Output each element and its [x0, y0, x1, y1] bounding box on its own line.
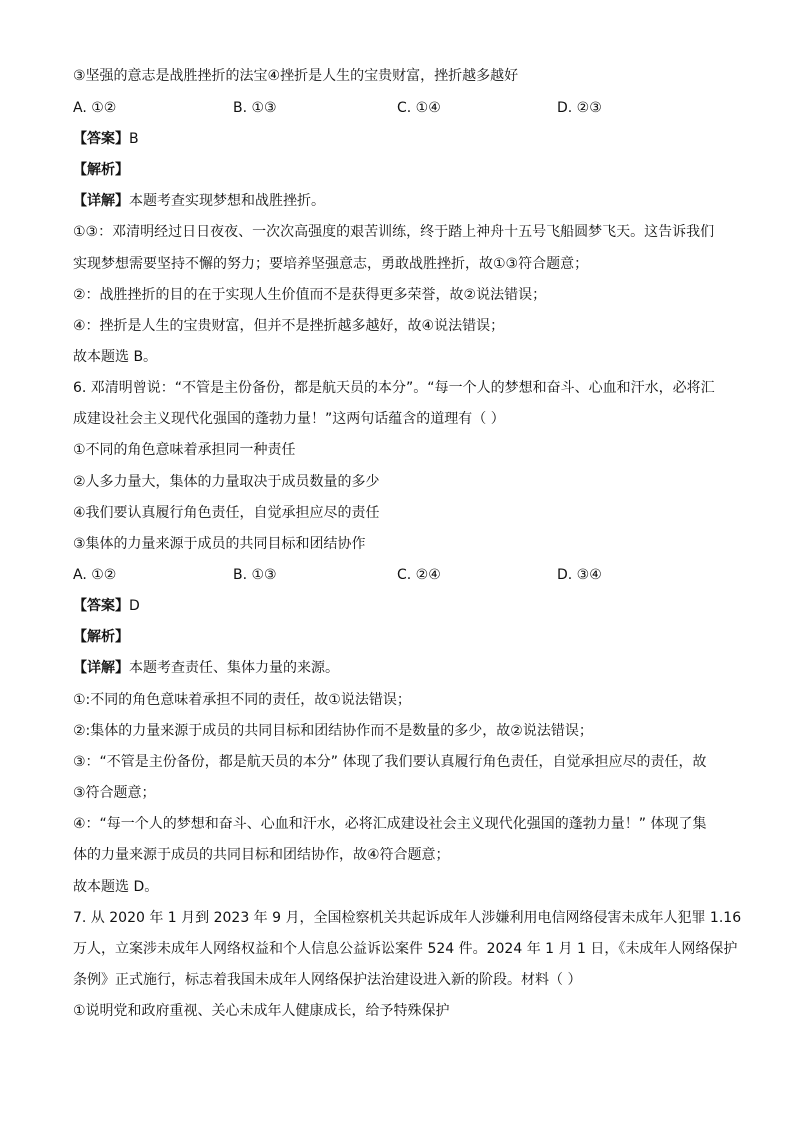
q7-stem-line: 条例》正式施行，标志着我国未成年人网络保护法治建设进入新的阶段。材料（ ）	[73, 972, 582, 988]
detail-intro: 本题考查责任、集体力量的来源。	[129, 660, 339, 676]
detail-tag: 【详解】	[73, 660, 129, 676]
q5-detail	[73, 191, 325, 211]
q6-explain-line: ③符合题意；	[73, 785, 156, 801]
q6-option-c: C. ②④	[397, 567, 441, 583]
q6-analysis-tag: 【解析】	[73, 629, 129, 645]
q6-detail	[73, 658, 339, 678]
q5-explain-line: ④：挫折是人生的宝贵财富，但并不是挫折越多越好，故④说法错误；	[73, 318, 505, 334]
q5-option-d: D. ②③	[557, 100, 602, 116]
q6-statement: ①不同的角色意味着承担同一种责任	[73, 442, 296, 458]
detail-tag: 【详解】	[73, 193, 129, 209]
q6-explain-line: 故本题选 D。	[73, 879, 159, 895]
q5-explain-line: ①③：邓清明经过日日夜夜、一次次高强度的艰苦训练，终于踏上神舟十五号飞船圆梦飞天。这告诉我们	[73, 224, 715, 240]
q5-explain-line: 实现梦想需要坚持不懈的努力；要培养坚强意志，勇敢战胜挫折，故①③符合题意；	[73, 256, 589, 272]
q7-statement: ①说明党和政府重视、关心未成年人健康成长，给予特殊保护	[73, 1003, 450, 1019]
q5-statement-3-4: ③坚强的意志是战胜挫折的法宝④挫折是人生的宝贵财富，挫折越多越好	[73, 68, 519, 84]
q6-statement: ④我们要认真履行角色责任，自觉承担应尽的责任	[73, 505, 380, 521]
q6-explain-line: ①:不同的角色意味着承担不同的责任，故①说法错误；	[73, 692, 411, 708]
q5-explain-line: ②：战胜挫折的目的在于实现人生价值而不是获得更多荣誉，故②说法错误；	[73, 287, 547, 303]
answer-value: B	[129, 131, 139, 147]
q6-stem-line: 成建设社会主义现代化强国的蓬勃力量！”这两句话蕴含的道理有（ ）	[73, 411, 505, 427]
q6-explain-line: ④：“每一个人的梦想和奋斗、心血和汗水，必将汇成建设社会主义现代化强国的蓬勃力量！” 体现了集	[73, 816, 707, 832]
q6-explain-line: ③：“不管是主份备份，都是航天员的本分” 体现了我们要认真履行角色责任，自觉承担应尽的责任，故	[73, 754, 707, 770]
q5-option-c: C. ①④	[397, 100, 441, 116]
q6-option-a: A. ①②	[73, 567, 117, 583]
detail-intro: 本题考查实现梦想和战胜挫折。	[129, 193, 325, 209]
answer-tag: 【答案】	[73, 131, 129, 147]
q7-stem-line: 7. 从 2020 年 1 月到 2023 年 9 月，全国检察机关共起诉成年人涉嫌利用电信网络侵害未成年人犯罪 1.16	[73, 910, 742, 926]
q5-option-b: B. ①③	[233, 100, 277, 116]
q6-answer	[73, 596, 140, 616]
answer-value: D	[129, 598, 140, 614]
q6-option-b: B. ①③	[233, 567, 277, 583]
q5-analysis-tag: 【解析】	[73, 162, 129, 178]
q6-explain-line: 体的力量来源于成员的共同目标和团结协作，故④符合题意；	[73, 847, 450, 863]
q5-option-a: A. ①②	[73, 100, 117, 116]
q5-answer	[73, 129, 139, 149]
q6-statement: ②人多力量大，集体的力量取决于成员数量的多少	[73, 474, 380, 490]
answer-tag: 【答案】	[73, 598, 129, 614]
q6-stem-line: 6. 邓清明曾说：“不管是主份备份，都是航天员的本分”。“每一个人的梦想和奋斗、心血和汗水，必将汇	[73, 380, 715, 396]
q6-explain-line: ②:集体的力量来源于成员的共同目标和团结协作而不是数量的多少，故②说法错误；	[73, 723, 593, 739]
q5-explain-line: 故本题选 B。	[73, 349, 158, 365]
q7-stem-line: 万人，立案涉未成年人网络权益和个人信息公益诉讼案件 524 件。2024 年 1 月 1 日，《未成年人网络保护	[73, 941, 738, 957]
q6-option-d: D. ③④	[557, 567, 602, 583]
q6-statement: ③集体的力量来源于成员的共同目标和团结协作	[73, 536, 366, 552]
